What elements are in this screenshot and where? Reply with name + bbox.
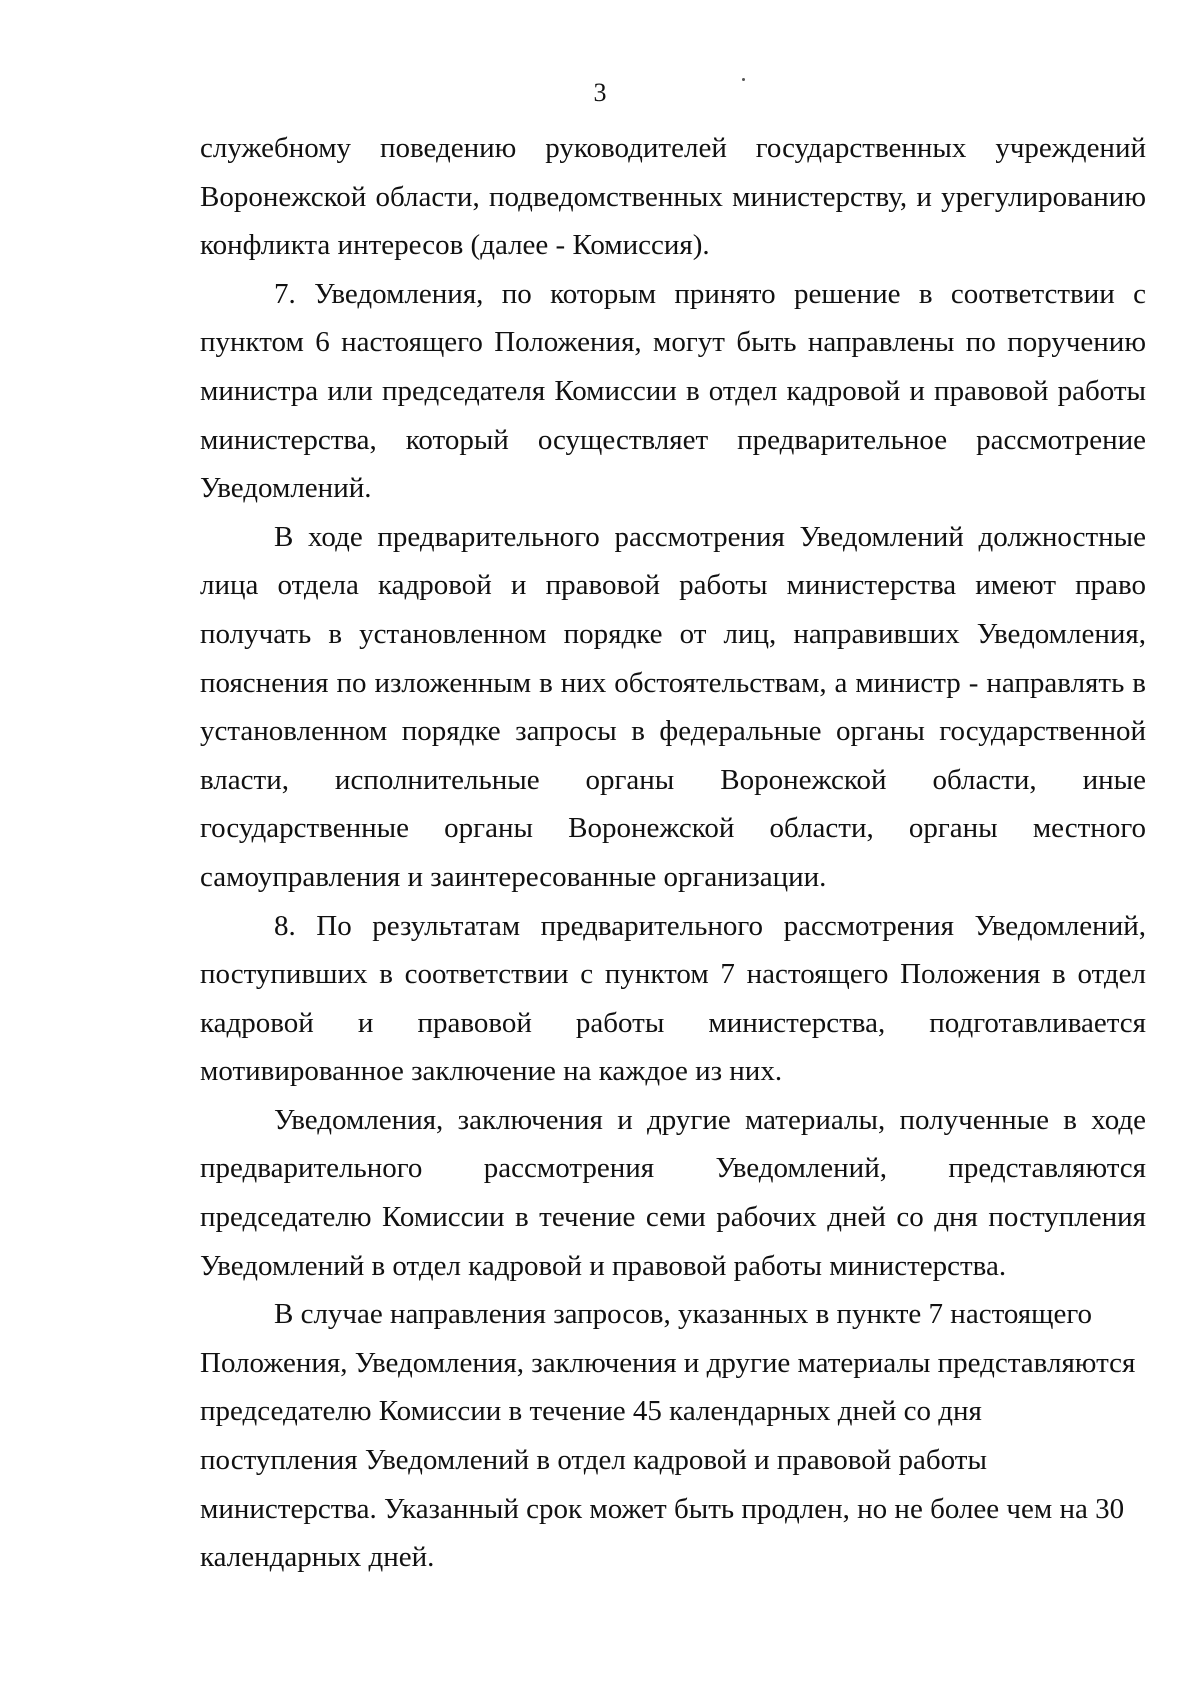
paragraph-item-8: 8. По результатам предварительного рассмотрения Уведомлений, поступивших в соответствии с пунктом 7 настоящего Положения в отдел кадровой и правовой работы министерства, подготавливается мотивированное заключение на каждое из них. xyxy=(200,909,1146,1088)
paragraph-item-7: 7. Уведомления, по которым принято решение в соответствии с пунктом 6 настоящего Положения, могут быть направлены по поручению министра или председателя Комиссии в отдел кадровой и правовой работы министерства, который осуществляет предварительное рассмотрение Уведомлений. xyxy=(200,277,1146,505)
paragraph-requests-deadline: В случае направления запросов, указанных в пункте 7 настоящего Положения, Уведомления, заключения и другие материалы представляются председателю Комиссии в течение 45 календарных дней со дня поступления Уведомлений в отдел кадровой и правовой работы министерства. Указанный срок может быть продлен, но не более чем на 30 календарных дней. xyxy=(200,1298,1136,1574)
document-body xyxy=(200,124,1146,1582)
paragraph-continuation: служебному поведению руководителей государственных учреждений Воронежской области, подведомственных министерству, и урегулированию конфликта интересов (далее - Комиссия). xyxy=(200,132,1146,262)
scan-artifact xyxy=(742,78,745,81)
page-number: 3 xyxy=(593,78,607,107)
paragraph-materials-submission: Уведомления, заключения и другие материалы, полученные в ходе предварительного рассмотрения Уведомлений, представляются председателю Комиссии в течение семи рабочих дней со дня поступления Уведомлений в отдел кадровой и правовой работы министерства. xyxy=(200,1103,1146,1282)
paragraph-preliminary-review: В ходе предварительного рассмотрения Уведомлений должностные лица отдела кадровой и правовой работы министерства имеют право получать в установленном порядке от лиц, направивших Уведомления, пояснения по изложенным в них обстоятельствам, а министр - направлять в установленном порядке запросы в федеральные органы государственной власти, исполнительные органы Воронежской области, иные государственные органы Воронежской области, органы местного самоуправления и заинтересованные организации. xyxy=(200,520,1146,893)
